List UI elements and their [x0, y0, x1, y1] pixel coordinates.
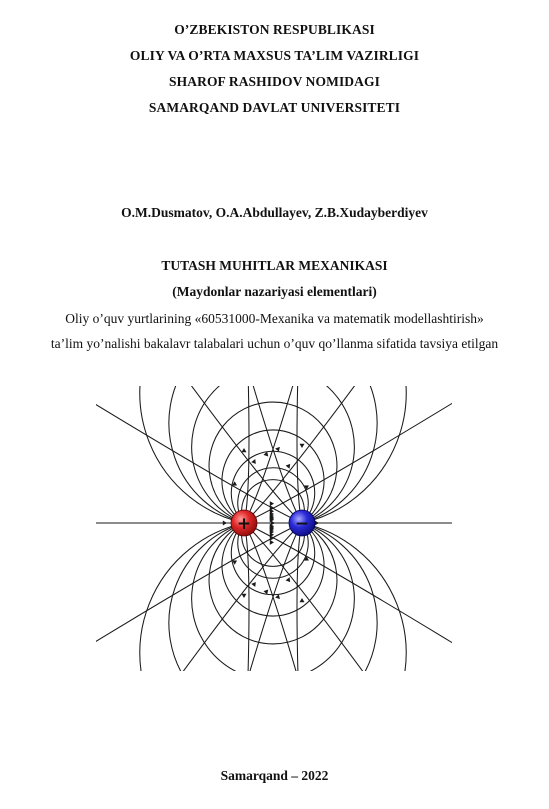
- positive-charge: [231, 510, 257, 536]
- field-arrow: [299, 598, 304, 602]
- description-line-1: Oliy o’quv yurtlarining «60531000-Mexanika va matematik modellashtirish»: [65, 311, 484, 326]
- footer-place-year: Samarqand – 2022: [220, 768, 329, 783]
- field-line-loop: [169, 386, 377, 523]
- book-title: TUTASH MUHITLAR MEXANIKASI: [161, 258, 388, 273]
- authors: O.M.Dusmatov, O.A.Abdullayev, Z.B.Xudayberdiyev: [121, 205, 428, 220]
- description-line-2: ta’lim yo’nalishi bakalavr talabalari uchun o’quv qo’llanma sifatida tavsiya etilgan: [50, 336, 499, 351]
- field-arrow: [241, 448, 246, 452]
- field-lines: [96, 386, 452, 671]
- book-subtitle: (Maydonlar nazariyasi elementlari): [172, 284, 377, 299]
- negative-charge: [289, 510, 315, 536]
- field-line-open: [244, 523, 249, 671]
- field-line-open: [244, 386, 249, 523]
- field-arrow: [251, 582, 256, 587]
- header-line-ministry: OLIY VA O’RTA MAXSUS TA’LIM VAZIRLIGI: [129, 48, 420, 63]
- field-arrow: [315, 520, 319, 525]
- header-line-university: SAMARQAND DAVLAT UNIVERSITETI: [148, 100, 401, 115]
- header-line-country: O’ZBEKISTON RESPUBLIKASI: [174, 22, 375, 37]
- field-line-loop: [192, 386, 355, 523]
- field-arrow: [270, 501, 274, 506]
- field-arrow: [251, 459, 256, 464]
- header-line-named-after: SHAROF RASHIDOV NOMIDAGI: [169, 74, 380, 89]
- field-line-open: [142, 386, 302, 523]
- field-arrow: [286, 464, 291, 469]
- field-arrow: [223, 520, 227, 525]
- field-line-loop: [222, 523, 324, 616]
- dipole-field-illustration: [96, 386, 452, 671]
- field-line-open: [244, 523, 404, 671]
- field-arrow: [241, 594, 246, 598]
- field-line-open: [297, 523, 302, 671]
- field-line-open: [244, 386, 404, 523]
- field-arrow: [270, 540, 274, 545]
- negative-symbol: −: [294, 514, 310, 534]
- field-arrow: [299, 444, 304, 448]
- field-arrow: [271, 520, 275, 525]
- positive-symbol: +: [236, 514, 252, 534]
- field-arrow: [286, 577, 291, 582]
- field-line-open: [297, 386, 302, 523]
- field-line-loop: [222, 430, 324, 523]
